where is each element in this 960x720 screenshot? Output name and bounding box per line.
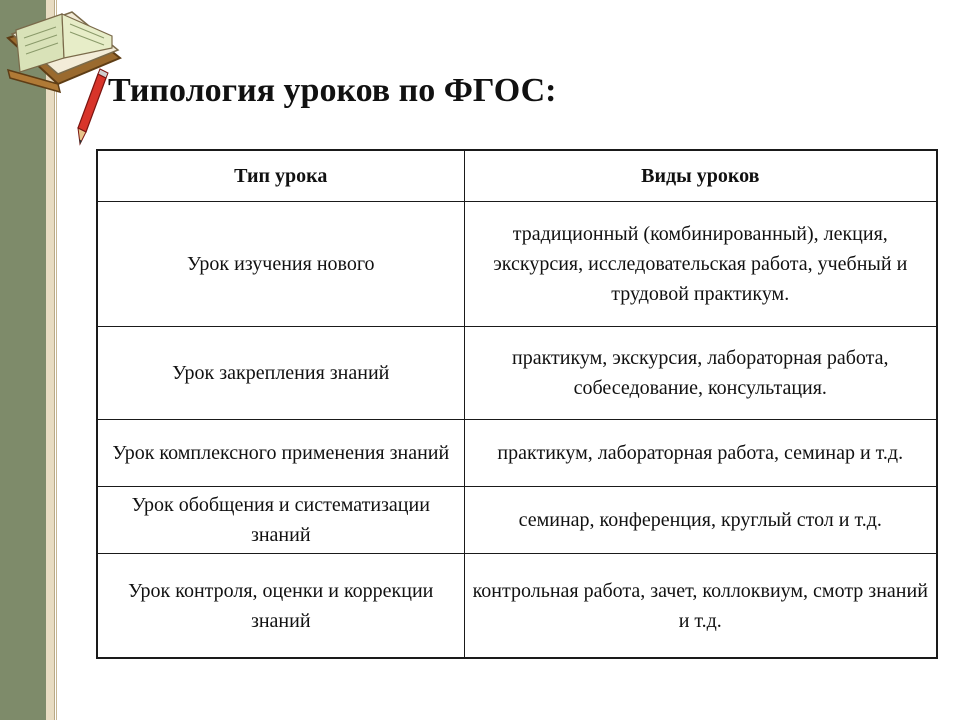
cell-lesson-type: Урок закрепления знаний [97, 327, 464, 420]
table-header-row [97, 150, 937, 202]
table-row [97, 487, 937, 554]
table-row [97, 554, 937, 659]
cell-lesson-kinds: традиционный (комбинированный), лекция, экскурсия, исследовательская работа, учебный и трудовой практикум. [464, 202, 937, 327]
table-row [97, 327, 937, 420]
cell-lesson-kinds: практикум, лабораторная работа, семинар и т.д. [464, 420, 937, 487]
page-title: Типология уроков по ФГОС: [108, 72, 557, 109]
pencil-icon [78, 69, 108, 144]
cell-lesson-type: Урок обобщения и систематизации знаний [97, 487, 464, 554]
lesson-typology-table [96, 149, 938, 659]
table-row [97, 420, 937, 487]
cell-lesson-type: Урок комплексного применения знаний [97, 420, 464, 487]
cell-lesson-kinds: практикум, экскурсия, лабораторная работа, собеседование, консультация. [464, 327, 937, 420]
header-lesson-kinds: Виды уроков [464, 150, 937, 202]
cell-lesson-kinds: контрольная работа, зачет, коллоквиум, смотр знаний и т.д. [464, 554, 937, 659]
cell-lesson-type: Урок контроля, оценки и коррекции знаний [97, 554, 464, 659]
cell-lesson-type: Урок изучения нового [97, 202, 464, 327]
table-row [97, 202, 937, 327]
cell-lesson-kinds: семинар, конференция, круглый стол и т.д. [464, 487, 937, 554]
header-lesson-type: Тип урока [97, 150, 464, 202]
